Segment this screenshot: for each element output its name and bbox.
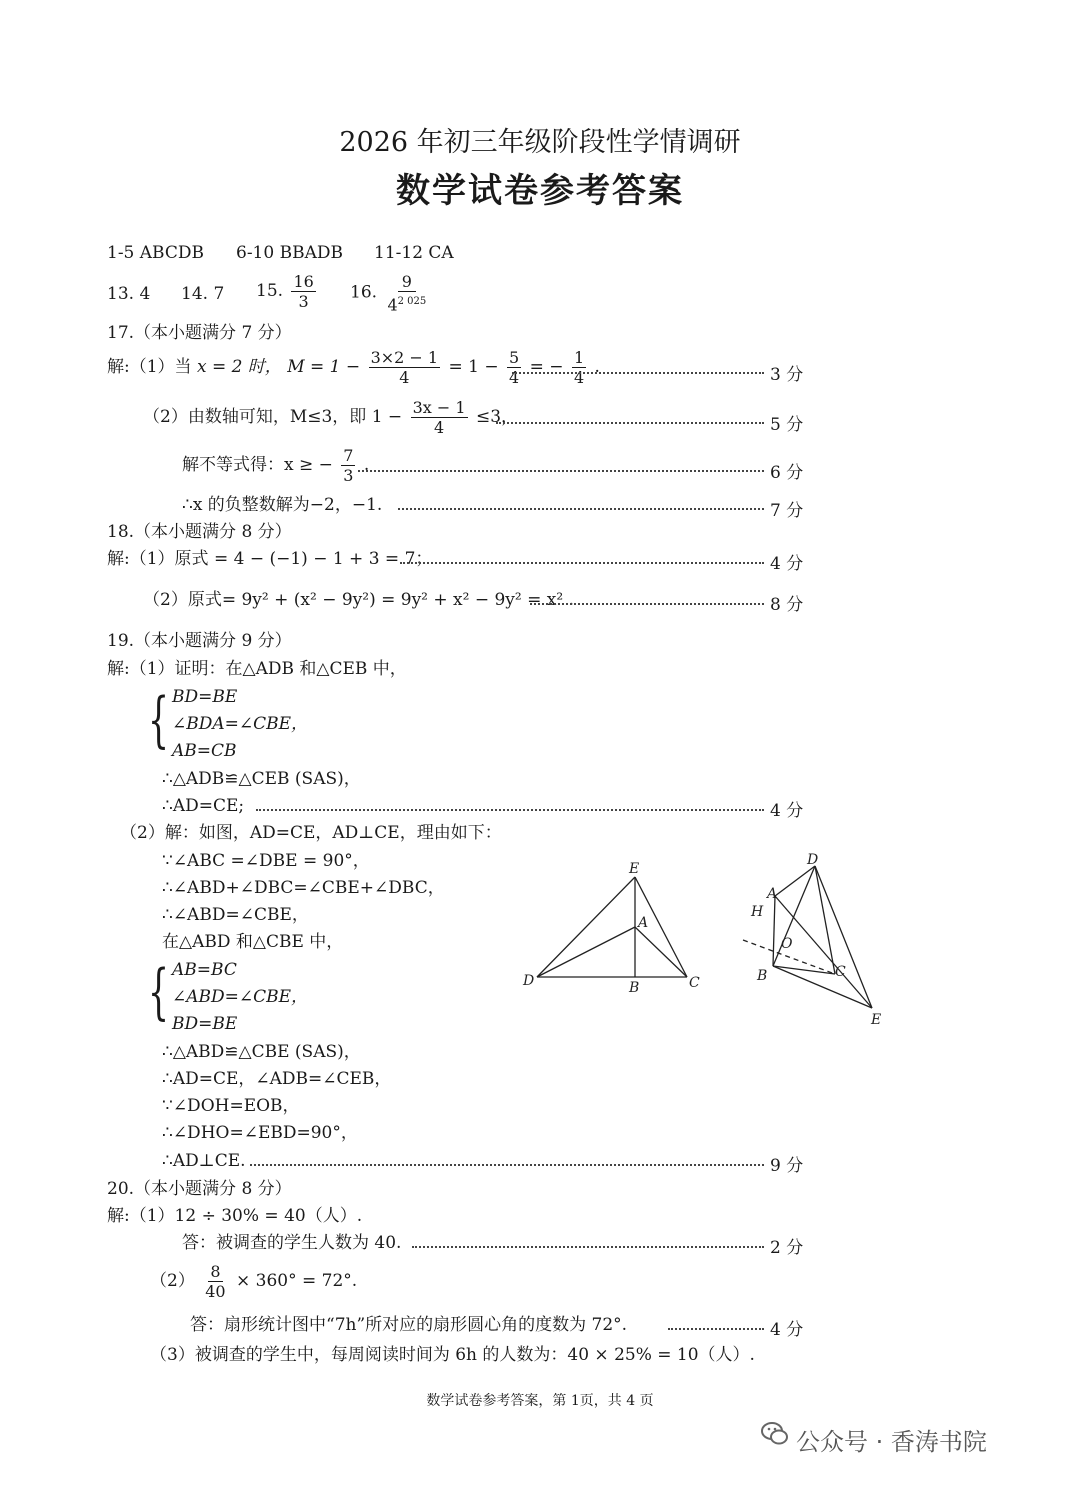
q19-line: ∴△ABD≌△CBE (SAS)， xyxy=(162,1042,361,1062)
q17-score-5: 5 分 xyxy=(770,415,804,435)
q19-line: ∵∠ABC =∠DBE = 90°， xyxy=(162,851,370,871)
q17-part2-text: （2）由数轴可知，M≤3，即 xyxy=(143,407,367,427)
q17-fraction-2 xyxy=(507,348,521,387)
q17-part3-text: 解不等式得：x ≥ − xyxy=(182,455,333,475)
q18-score-4: 4 分 xyxy=(770,554,804,574)
q19-condition: BD=BE xyxy=(172,1014,238,1034)
q19-line: （2）解：如图，AD=CE，AD⊥CE，理由如下： xyxy=(120,823,502,843)
fig2-label-a: A xyxy=(767,886,778,902)
wechat-icon xyxy=(760,1419,790,1449)
q18-part1: 解:（1）原式 = 4 − (−1) − 1 + 3 = 7； xyxy=(107,549,433,569)
q17-score-6: 6 分 xyxy=(770,463,804,483)
answer-15-denominator: 3 xyxy=(298,292,309,311)
q17-fraction-3-den: 4 xyxy=(573,368,585,387)
dot-leader xyxy=(668,1328,764,1330)
q19-condition: ∠BDA=∠CBE， xyxy=(172,714,309,734)
q19-score-9: 9 分 xyxy=(770,1156,804,1176)
q19-line: ∴AD=CE，∠ADB=∠CEB， xyxy=(162,1069,392,1089)
answer-16-base: 4 xyxy=(387,295,398,315)
q17-fraction-3-num: 1 xyxy=(573,348,585,367)
q18-header: 18.（本小题满分 8 分） xyxy=(107,522,292,542)
geometry-figure-1 xyxy=(515,855,715,1000)
q17-part4: ∴x 的负整数解为−2，−1. xyxy=(182,495,383,515)
answer-16-exponent: 2 025 xyxy=(397,296,427,307)
page-footer: 数学试卷参考答案，第 1页，共 4 页 xyxy=(426,1393,654,1409)
q17-fraction-1-num: 3×2 − 1 xyxy=(370,348,439,367)
dot-leader xyxy=(400,562,764,564)
geometry-figure-2 xyxy=(735,848,895,1028)
fig1-label-d: D xyxy=(523,973,535,989)
answer-16-numerator: 9 xyxy=(398,272,416,292)
q20-score-2: 2 分 xyxy=(770,1238,804,1258)
q17-part1 xyxy=(107,348,600,387)
q17-part3-fraction-num: 7 xyxy=(343,446,354,465)
answer-16-fraction xyxy=(385,272,428,314)
title-line1: 2026 年初三年级阶段性学情调研 xyxy=(339,127,741,158)
q18-score-8: 8 分 xyxy=(770,595,804,615)
q20-part2-fraction-den: 40 xyxy=(205,1282,226,1301)
q19-condition: AB=CB xyxy=(172,741,237,761)
q17-part2-fraction xyxy=(411,398,468,437)
q20-part1: 解:（1）12 ÷ 30% = 40（人）. xyxy=(107,1206,363,1226)
mc-6-10: 6-10 BBADB xyxy=(236,243,343,263)
q17-header: 17.（本小题满分 7 分） xyxy=(107,323,292,343)
q19-line: ∴AD=CE; xyxy=(162,796,245,816)
q19-header: 19.（本小题满分 9 分） xyxy=(107,631,292,651)
q19-condition: ∠ABD=∠CBE， xyxy=(172,987,309,1007)
q17-part2 xyxy=(143,398,518,437)
left-brace: { xyxy=(148,685,170,755)
q17-fraction-1 xyxy=(369,348,441,387)
q17-fraction-3 xyxy=(572,348,586,387)
fig2-label-e: E xyxy=(871,1012,882,1028)
watermark-text: 公众号 · 香涛书院 xyxy=(796,1428,987,1456)
q19-line: ∴∠ABD=∠CBE， xyxy=(162,905,309,925)
q17-part1-prefix: 解:（1）当 xyxy=(107,357,192,377)
q17-score-3: 3 分 xyxy=(770,365,804,385)
q17-part1-m: M = 1 − xyxy=(287,357,361,377)
q17-part1-end: . xyxy=(594,357,600,377)
dot-leader xyxy=(512,372,764,374)
dot-leader xyxy=(250,1164,764,1166)
fig2-label-d: D xyxy=(807,852,819,868)
q17-part1-condition: x = 2 时， xyxy=(196,357,282,377)
mc-1-5: 1-5 ABCDB xyxy=(107,243,204,263)
answer-15-numerator: 16 xyxy=(293,272,314,291)
q19-score-4: 4 分 xyxy=(770,801,804,821)
q20-part2-answer: 答：扇形统计图中“7h”所对应的扇形圆心角的度数为 72°. xyxy=(190,1315,628,1335)
left-brace: { xyxy=(148,957,170,1027)
dot-leader xyxy=(496,422,764,424)
q17-fraction-2-den: 4 xyxy=(509,368,520,387)
q20-part3: （3）被调查的学生中，每周阅读时间为 6h 的人数为：40 × 25% = 10（人）. xyxy=(150,1345,755,1365)
q17-eq-2: = − xyxy=(529,357,564,377)
dot-leader xyxy=(530,603,764,605)
dot-leader xyxy=(398,508,764,510)
fig2-label-h: H xyxy=(751,904,764,920)
fig1-label-e: E xyxy=(629,861,640,877)
dot-leader xyxy=(412,1246,764,1248)
fig1-label-c: C xyxy=(689,975,700,991)
q17-part2-fraction-num: 3x − 1 xyxy=(412,398,466,417)
q17-part3-fraction-den: 3 xyxy=(343,466,354,485)
q20-score-4: 4 分 xyxy=(770,1320,804,1340)
q17-fraction-1-den: 4 xyxy=(399,368,410,387)
q20-header: 20.（本小题满分 8 分） xyxy=(107,1179,292,1199)
q17-part3-end: . xyxy=(363,455,370,475)
dot-leader xyxy=(256,809,764,811)
dot-leader xyxy=(358,470,764,472)
answer-16 xyxy=(350,272,431,314)
q20-part2-fraction xyxy=(203,1262,227,1301)
q17-part3-fraction xyxy=(341,446,355,485)
mc-11-12: 11-12 CA xyxy=(374,243,454,263)
fig2-label-c: C xyxy=(835,964,846,980)
q18-part2: （2）原式= 9y² + (x² − 9y²) = 9y² + x² − 9y² = x² . xyxy=(143,590,574,610)
q19-line: ∴△ADB≌△CEB (SAS)， xyxy=(162,769,361,789)
q17-eq-1: = 1 − xyxy=(448,357,499,377)
answer-13: 13. 4 xyxy=(107,284,151,304)
answer-16-label: 16. xyxy=(350,282,378,303)
q20-part2-fraction-num: 8 xyxy=(210,1262,221,1281)
fig1-label-b: B xyxy=(629,980,640,996)
q17-part2-lhs: 1 − xyxy=(371,407,403,427)
answer-15-fraction xyxy=(291,272,315,311)
q19-condition: BD=BE xyxy=(172,687,238,707)
answer-16-denominator xyxy=(385,292,428,314)
fig2-label-b: B xyxy=(757,968,768,984)
q19-line: ∴AD⊥CE. xyxy=(162,1151,246,1171)
q20-part2-label: （2） xyxy=(150,1271,195,1291)
q17-fraction-2-num: 5 xyxy=(509,348,520,367)
q19-line: ∴∠DHO=∠EBD=90°， xyxy=(162,1123,358,1143)
q19-condition: AB=BC xyxy=(172,960,237,980)
q20-part2 xyxy=(150,1262,357,1301)
title-line2: 数学试卷参考答案 xyxy=(396,171,684,211)
answer-14: 14. 7 xyxy=(181,284,225,304)
answer-15 xyxy=(256,272,319,311)
q19-line: 解:（1）证明：在△ADB 和△CEB 中， xyxy=(107,659,407,679)
q19-line: ∴∠ABD+∠DBC=∠CBE+∠DBC， xyxy=(162,878,445,898)
q17-part3 xyxy=(182,446,369,485)
q17-part2-fraction-den: 4 xyxy=(433,418,445,437)
answer-15-label: 15. xyxy=(256,281,284,301)
q17-score-7: 7 分 xyxy=(770,501,804,521)
fig2-label-o: O xyxy=(781,936,793,952)
fig1-label-a: A xyxy=(638,915,649,931)
q19-line: 在△ABD 和△CBE 中， xyxy=(162,932,344,952)
q17-part2-rhs: ≤3， xyxy=(475,407,519,427)
q19-line: ∵∠DOH=EOB， xyxy=(162,1096,300,1116)
q20-part1-answer: 答：被调查的学生人数为 40. xyxy=(182,1233,402,1253)
q20-part2-rest: × 360° = 72°. xyxy=(236,1271,358,1291)
